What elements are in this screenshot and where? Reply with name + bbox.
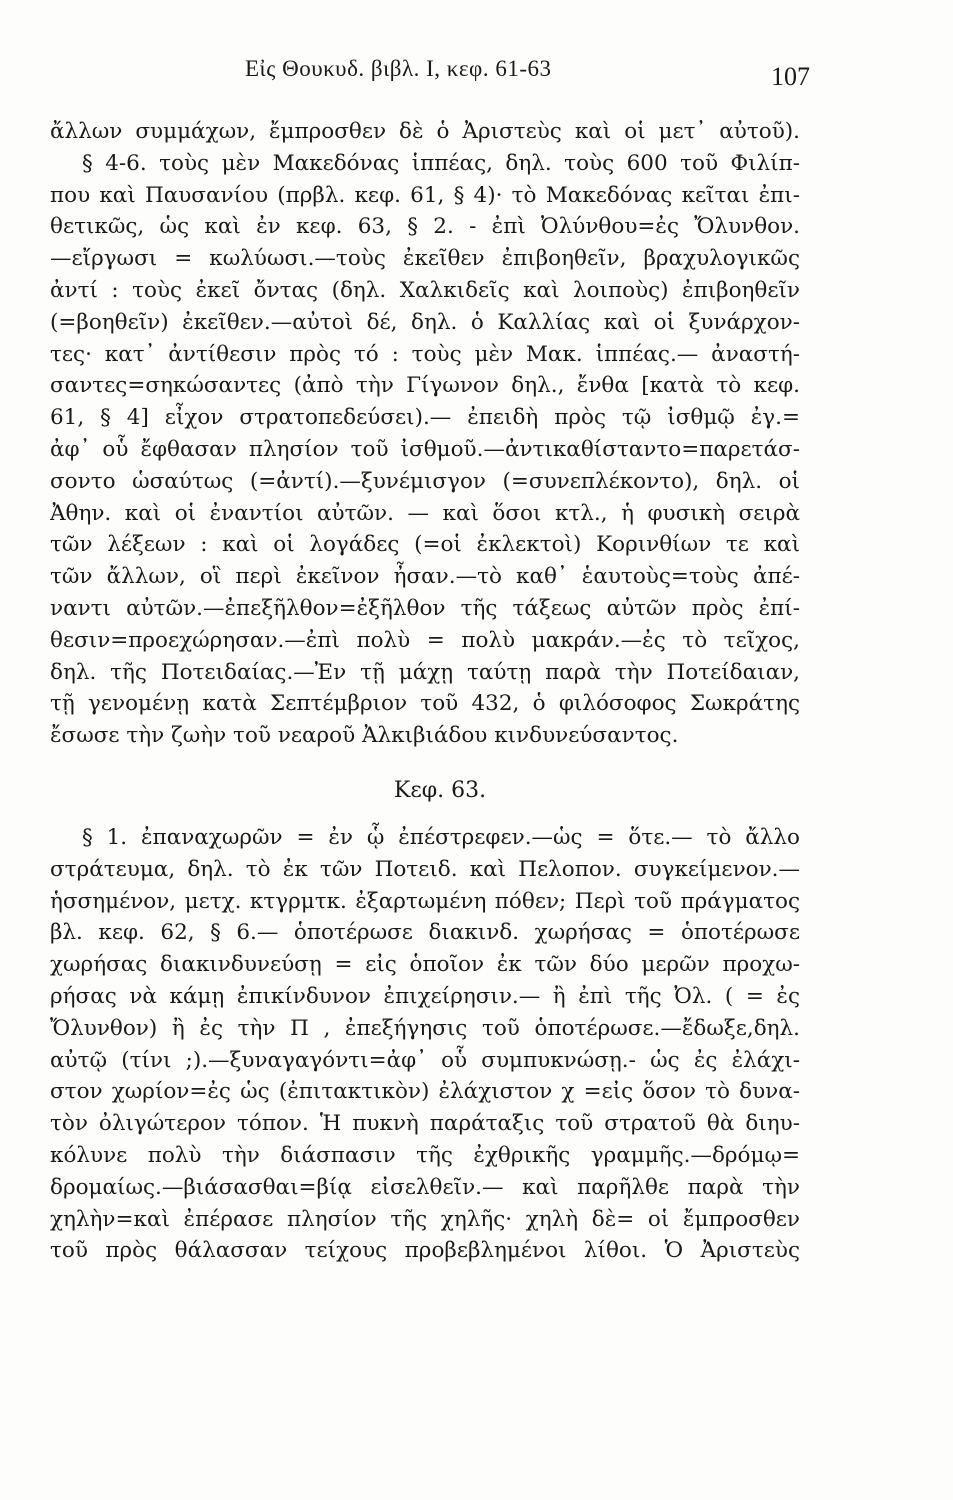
- text-line: τῶν λέξεων : καὶ οἱ λογάδες (=οἱ ἐκλεκτοὶ) Κορινθίων τε καὶ: [50, 532, 800, 558]
- text-line: (=βοηθεῖν) ἐκεῖθεν.—αὐτοὶ δέ, δηλ. ὁ Καλλίας καὶ οἱ ξυνάρχον-: [50, 309, 800, 335]
- text-line: ἔσωσε τὴν ζωὴν τοῦ νεαροῦ Ἀλκιβιάδου κινδυνεύσαντος.: [50, 723, 679, 749]
- text-line: θεσιν=προεχώρησαν.—ἐπὶ πολὺ = πολὺ μακράν.—ἐς τὸ τεῖχος,: [50, 627, 800, 653]
- text-line: Ὄλυνθον) ἢ ἐς τὴν Π , ἐπεξήγησις τοῦ ὁποτέρωσε.—ἔδωξε,δηλ.: [50, 1015, 800, 1041]
- text-line: δρομαίως.—βιάσασθαι=βίᾳ εἰσελθεῖν.— καὶ παρῆλθε παρὰ τὴν: [50, 1174, 800, 1200]
- page-number: 107: [771, 62, 810, 91]
- text-line: ἄλλων συμμάχων, ἔμπροσθεν δὲ ὁ Ἀριστεὺς καὶ οἱ μετ᾽ αὐτοῦ).: [50, 119, 800, 144]
- text-line: σαντες=σηκώσαντες (ἀπὸ τὴν Γίγωνον δηλ., ἔνθα [κατὰ τὸ κεφ.: [50, 373, 800, 399]
- page-header: [50, 56, 810, 96]
- text-line: § 1. ἐπαναχωρῶν = ἐν ᾧ ἐπέστρεφεν.—ὡς = ὅτε.— τὸ ἄλλο: [82, 824, 800, 850]
- text-line: τοῦ πρὸς θάλασσαν τείχους προβεβλημένοι λίθοι. Ὁ Ἀριστεὺς: [50, 1238, 800, 1264]
- text-line: κόλυνε πολὺ τὴν διάσπασιν τῆς ἐχθρικῆς γραμμῆς.—δρόμῳ=: [50, 1142, 800, 1168]
- running-head: Εἰς Θουκυδ. βιβλ. I, κεφ. 61-63: [245, 56, 552, 81]
- text-line: 61, § 4] εἶχον στρατοπεδεύσει).— ἐπειδὴ πρὸς τῷ ἰσθμῷ ἐγ.=: [50, 405, 800, 431]
- text-line: Ἀθην. καὶ οἱ ἐναντίοι αὐτῶν. — καὶ ὅσοι κτλ., ἡ φυσικὴ σειρὰ: [50, 500, 800, 526]
- text-line: που καὶ Παυσανίου (πρβλ. κεφ. 61, § 4)· τὸ Μακεδόνας κεῖται ἐπι-: [50, 182, 800, 208]
- text-line: —εἴργωσι = κωλύωσι.—τοὺς ἐκεῖθεν ἐπιβοηθεῖν, βραχυλογικῶς: [50, 246, 800, 272]
- text-line: θετικῶς, ὡς καὶ ἐν κεφ. 63, § 2. - ἐπὶ Ὀλύνθου=ἐς Ὄλυνθον.: [50, 214, 800, 240]
- text-line: ἀντί : τοὺς ἐκεῖ ὄντας (δηλ. Χαλκιδεῖς καὶ λοιποὺς) ἐπιβοηθεῖν: [50, 277, 800, 303]
- text-line: δηλ. τῆς Ποτειδαίας.—Ἐν τῇ μάχῃ ταύτῃ παρὰ τὴν Ποτείδαιαν,: [50, 659, 800, 685]
- text-line: στράτευμα, δηλ. τὸ ἐκ τῶν Ποτειδ. καὶ Πελοπον. συγκείμενον.—: [50, 856, 800, 882]
- text-line: στον χωρίον=ἐς ὡς (ἐπιτακτικὸν) ἐλάχιστον χ =εἰς ὅσον τὸ δυνα-: [50, 1079, 800, 1105]
- text-line: χωρήσας διακινδυνεύσῃ = εἰς ὁποῖον ἐκ τῶν δύο μερῶν προχω-: [50, 952, 800, 978]
- text-line: αὐτῷ (τίνι ;).—ξυναγαγόντι=ἀφ᾽ οὗ συμπυκνώσῃ.- ὡς ἐς ἐλάχι-: [50, 1047, 800, 1073]
- text-line: § 4-6. τοὺς μὲν Μακεδόνας ἱππέας, δηλ. τοὺς 600 τοῦ Φιλίπ-: [82, 150, 800, 176]
- text-line: τῶν ἄλλων, οἳ περὶ ἐκεῖνον ἦσαν.—τὸ καθ᾽ ἑαυτοὺς=τοὺς ἀπέ-: [50, 564, 800, 590]
- text-line: τῇ γενομένῃ κατὰ Σεπτέμβριον τοῦ 432, ὁ φιλόσοφος Σωκράτης: [50, 691, 800, 717]
- text-line: τες· κατ᾽ ἀντίθεσιν πρὸς τό : τοὺς μὲν Μακ. ἱππέας.— ἀναστή-: [50, 341, 800, 367]
- text-line: χηλὴν=καὶ ἐπέρασε πλησίον τῆς χηλῆς· χηλὴ δὲ= οἱ ἔμπροσθεν: [50, 1206, 800, 1232]
- chapter-heading: Κεφ. 63.: [393, 777, 487, 803]
- text-line: ρήσας νὰ κάμῃ ἐπικίνδυνον ἐπιχείρησιν.— ἢ ἐπὶ τῆς Ὀλ. ( = ἐς: [50, 983, 800, 1009]
- text-line: ἀφ᾽ οὗ ἔφθασαν πλησίον τοῦ ἰσθμοῦ.—ἀντικαθίσταντο=παρετάσ-: [50, 436, 800, 462]
- text-line: ναντι αὐτῶν.—ἐπεξῆλθον=ἐξῆλθον τῆς τάξεως αὐτῶν πρὸς ἐπί-: [50, 595, 800, 621]
- text-line: τὸν ὀλιγώτερον τόπον. Ἡ πυκνὴ παράταξις τοῦ στρατοῦ θὰ διηυ-: [50, 1111, 800, 1137]
- text-line: σοντο ὡσαύτως (=ἀντί).—ξυνέμισγον (=συνεπλέκοντο), δηλ. οἱ: [50, 468, 800, 494]
- text-line: ἡσσημένον, μετχ. κτγρμτκ. ἐξαρτωμένη πόθεν; Περὶ τοῦ πράγματος: [50, 888, 800, 914]
- commentary-text: [50, 116, 800, 1267]
- text-line: βλ. κεφ. 62, § 6.— ὁποτέρωσε διακινδ. χωρήσας = ὁποτέρωσε: [50, 920, 800, 946]
